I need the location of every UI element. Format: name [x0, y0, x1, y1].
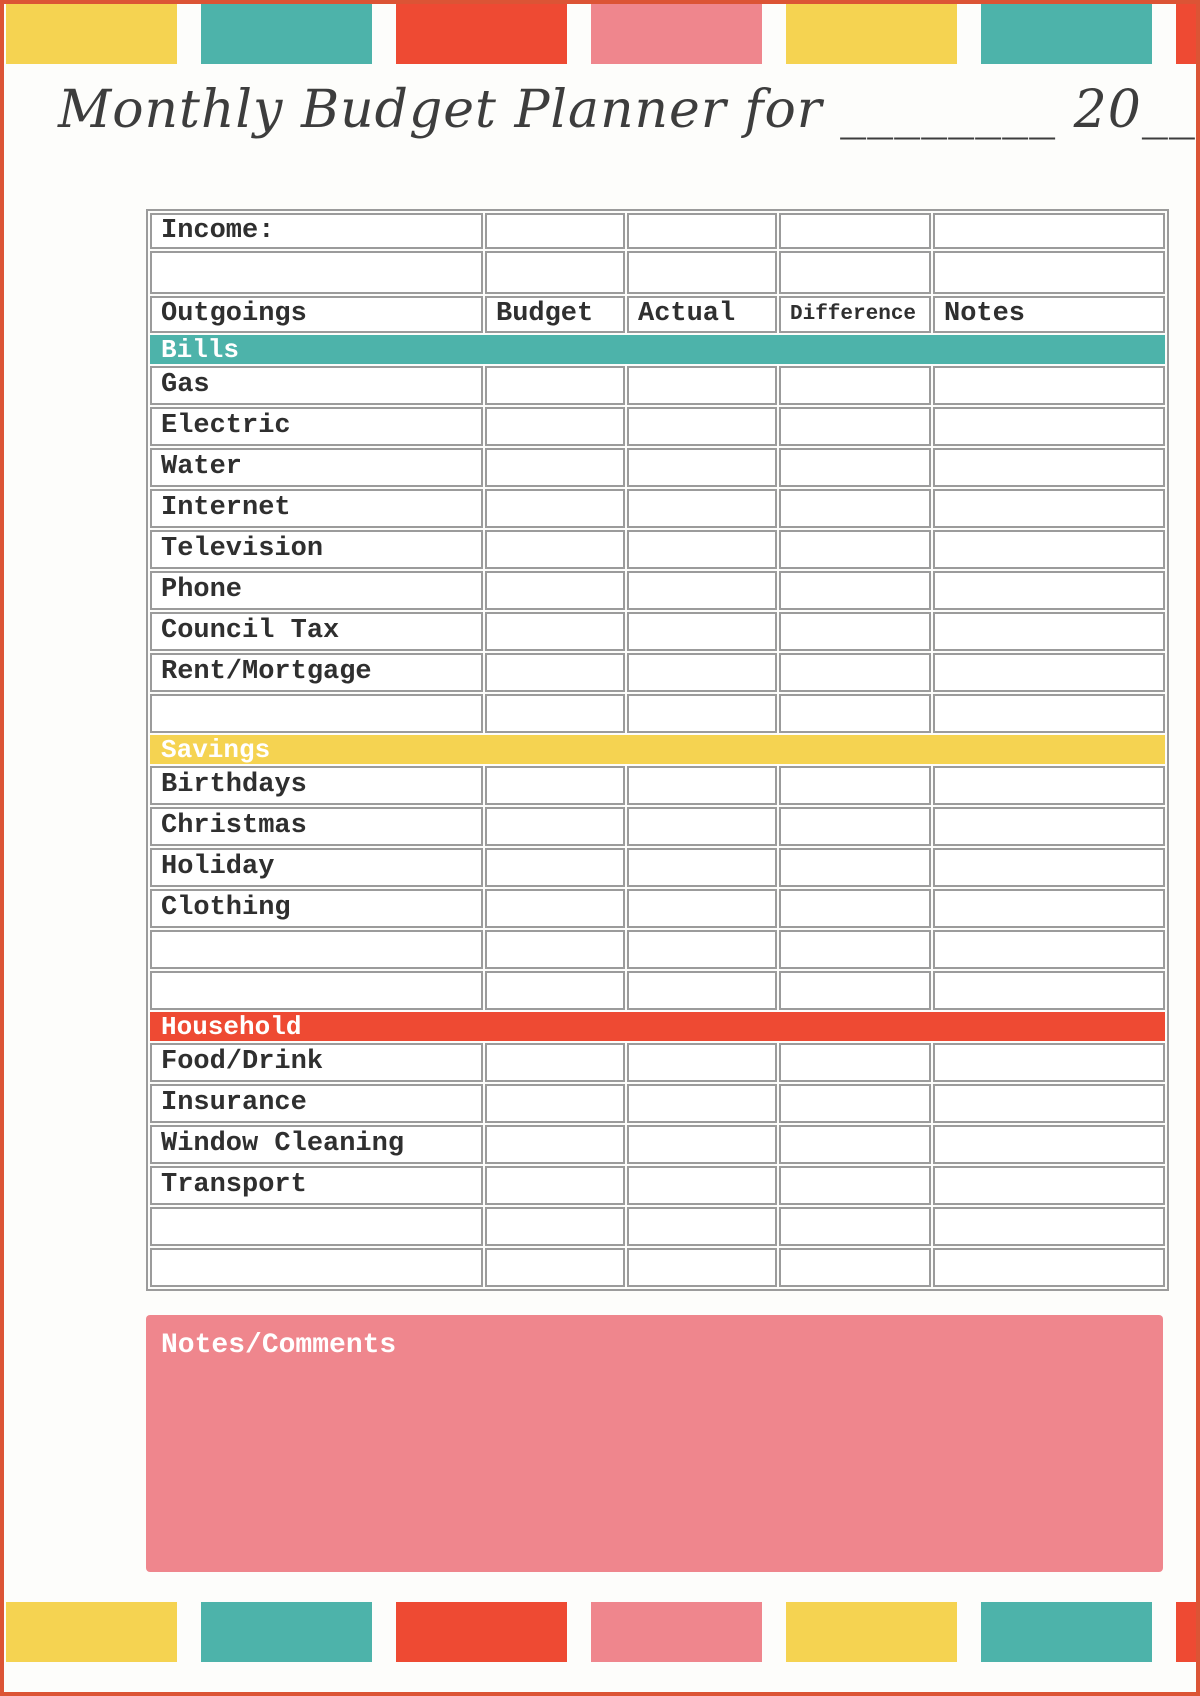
difference-input-cell[interactable]: [779, 407, 931, 446]
table-row: [150, 366, 1165, 405]
table-row: [150, 251, 1165, 294]
decor-block-red: [396, 4, 567, 64]
notes-input-cell[interactable]: [933, 653, 1165, 692]
table-row: [150, 1012, 1165, 1041]
column-header-budget: Budget: [485, 296, 625, 333]
outgoing-label-cell: Insurance: [150, 1084, 483, 1123]
decor-block-teal: [981, 1602, 1152, 1662]
outgoing-input-cell[interactable]: [150, 1207, 483, 1246]
outgoing-label-cell: Birthdays: [150, 766, 483, 805]
notes-input-cell[interactable]: [933, 530, 1165, 569]
outgoing-label-cell: Internet: [150, 489, 483, 528]
notes-input-cell[interactable]: [933, 407, 1165, 446]
actual-input-cell[interactable]: [627, 930, 777, 969]
budget-input-cell[interactable]: [485, 571, 625, 610]
outgoing-label-cell: Television: [150, 530, 483, 569]
notes-input-cell[interactable]: [933, 612, 1165, 651]
page-title: Monthly Budget Planner for ________ 20__: [58, 80, 1196, 140]
actual-input-cell[interactable]: [627, 653, 777, 692]
notes-comments-box[interactable]: [146, 1315, 1163, 1572]
budget-input-cell[interactable]: [485, 407, 625, 446]
actual-input-cell[interactable]: [627, 407, 777, 446]
difference-input-cell[interactable]: [779, 848, 931, 887]
difference-input-cell[interactable]: [779, 366, 931, 405]
difference-input-cell[interactable]: [779, 1084, 931, 1123]
outgoing-label-cell: Food/Drink: [150, 1043, 483, 1082]
actual-input-cell[interactable]: [627, 1084, 777, 1123]
difference-input-cell[interactable]: [779, 653, 931, 692]
table-row: [150, 1125, 1165, 1164]
budget-input-cell[interactable]: [485, 1125, 625, 1164]
outgoing-label-cell: Christmas: [150, 807, 483, 846]
difference-input-cell[interactable]: [779, 1166, 931, 1205]
actual-input-cell[interactable]: [627, 889, 777, 928]
section-bar-household: Household: [150, 1012, 1165, 1041]
outgoing-label-cell: Phone: [150, 571, 483, 610]
actual-input-cell[interactable]: [627, 1166, 777, 1205]
notes-input-cell[interactable]: [933, 251, 1165, 294]
table-row: [150, 1248, 1165, 1287]
notes-input-cell[interactable]: [933, 1043, 1165, 1082]
income-notes-input-cell[interactable]: [933, 213, 1165, 249]
budget-input-cell[interactable]: [485, 930, 625, 969]
decor-block-red: [1176, 4, 1200, 64]
actual-input-cell[interactable]: [627, 971, 777, 1010]
outgoing-input-cell[interactable]: [150, 251, 483, 294]
table-row: [150, 653, 1165, 692]
notes-input-cell[interactable]: [933, 571, 1165, 610]
budget-input-cell[interactable]: [485, 1166, 625, 1205]
table-row: [150, 807, 1165, 846]
outgoing-input-cell[interactable]: [150, 1248, 483, 1287]
difference-input-cell[interactable]: [779, 448, 931, 487]
budget-table: [146, 209, 1169, 1291]
actual-input-cell[interactable]: [627, 1125, 777, 1164]
income-label-cell: Income:: [150, 213, 483, 249]
actual-input-cell[interactable]: [627, 530, 777, 569]
notes-input-cell[interactable]: [933, 1248, 1165, 1287]
decor-block-red: [396, 1602, 567, 1662]
column-header-outgoings: Outgoings: [150, 296, 483, 333]
difference-input-cell[interactable]: [779, 251, 931, 294]
decor-block-yellow: [786, 1602, 957, 1662]
actual-input-cell[interactable]: [627, 694, 777, 733]
notes-input-cell[interactable]: [933, 848, 1165, 887]
budget-input-cell[interactable]: [485, 1248, 625, 1287]
notes-input-cell[interactable]: [933, 366, 1165, 405]
table-row: [150, 571, 1165, 610]
notes-input-cell[interactable]: [933, 889, 1165, 928]
budget-input-cell[interactable]: [485, 530, 625, 569]
outgoing-label-cell: Electric: [150, 407, 483, 446]
decor-block-teal: [201, 1602, 372, 1662]
table-row: [150, 1207, 1165, 1246]
table-row: [150, 930, 1165, 969]
decor-block-red: [1176, 1602, 1200, 1662]
difference-input-cell[interactable]: [779, 930, 931, 969]
income-budget-input-cell[interactable]: [485, 213, 625, 249]
difference-input-cell[interactable]: [779, 612, 931, 651]
budget-input-cell[interactable]: [485, 971, 625, 1010]
notes-input-cell[interactable]: [933, 930, 1165, 969]
actual-input-cell[interactable]: [627, 807, 777, 846]
table-row: [150, 1166, 1165, 1205]
budget-table-body: [150, 213, 1165, 1287]
decor-block-teal: [981, 4, 1152, 64]
difference-input-cell[interactable]: [779, 530, 931, 569]
difference-input-cell[interactable]: [779, 889, 931, 928]
table-row: [150, 766, 1165, 805]
outgoing-input-cell[interactable]: [150, 971, 483, 1010]
decor-block-yellow: [6, 1602, 177, 1662]
budget-input-cell[interactable]: [485, 448, 625, 487]
difference-input-cell[interactable]: [779, 766, 931, 805]
notes-comments-label: Notes/Comments: [161, 1330, 397, 1361]
actual-input-cell[interactable]: [627, 366, 777, 405]
budget-input-cell[interactable]: [485, 694, 625, 733]
outgoing-label-cell: Clothing: [150, 889, 483, 928]
budget-input-cell[interactable]: [485, 807, 625, 846]
difference-input-cell[interactable]: [779, 1248, 931, 1287]
budget-input-cell[interactable]: [485, 612, 625, 651]
table-row: [150, 889, 1165, 928]
top-color-strip: [6, 4, 1200, 64]
table-row: [150, 1084, 1165, 1123]
difference-input-cell[interactable]: [779, 571, 931, 610]
budget-input-cell[interactable]: [485, 766, 625, 805]
notes-input-cell[interactable]: [933, 1166, 1165, 1205]
outgoing-input-cell[interactable]: [150, 694, 483, 733]
difference-input-cell[interactable]: [779, 694, 931, 733]
income-actual-input-cell[interactable]: [627, 213, 777, 249]
actual-input-cell[interactable]: [627, 612, 777, 651]
actual-input-cell[interactable]: [627, 1043, 777, 1082]
difference-input-cell[interactable]: [779, 971, 931, 1010]
bottom-color-strip: [6, 1602, 1200, 1662]
table-row: [150, 612, 1165, 651]
table-row: [150, 407, 1165, 446]
table-row: [150, 1043, 1165, 1082]
table-row: [150, 735, 1165, 764]
difference-input-cell[interactable]: [779, 1125, 931, 1164]
budget-input-cell[interactable]: [485, 889, 625, 928]
outgoing-label-cell: Water: [150, 448, 483, 487]
budget-input-cell[interactable]: [485, 653, 625, 692]
notes-input-cell[interactable]: [933, 448, 1165, 487]
actual-input-cell[interactable]: [627, 571, 777, 610]
outgoing-label-cell: Gas: [150, 366, 483, 405]
actual-input-cell[interactable]: [627, 1248, 777, 1287]
income-difference-input-cell[interactable]: [779, 213, 931, 249]
difference-input-cell[interactable]: [779, 1207, 931, 1246]
table-row: [150, 848, 1165, 887]
budget-input-cell[interactable]: [485, 251, 625, 294]
notes-input-cell[interactable]: [933, 489, 1165, 528]
column-header-notes: Notes: [933, 296, 1165, 333]
table-row: [150, 694, 1165, 733]
column-header-actual: Actual: [627, 296, 777, 333]
budget-input-cell[interactable]: [485, 1043, 625, 1082]
outgoing-label-cell: Rent/Mortgage: [150, 653, 483, 692]
table-row: [150, 530, 1165, 569]
section-bar-bills: Bills: [150, 335, 1165, 364]
actual-input-cell[interactable]: [627, 1207, 777, 1246]
outgoing-label-cell: Holiday: [150, 848, 483, 887]
actual-input-cell[interactable]: [627, 489, 777, 528]
difference-input-cell[interactable]: [779, 1043, 931, 1082]
table-row: [150, 448, 1165, 487]
table-row: [150, 335, 1165, 364]
section-bar-savings: Savings: [150, 735, 1165, 764]
decor-block-yellow: [6, 4, 177, 64]
notes-input-cell[interactable]: [933, 807, 1165, 846]
notes-input-cell[interactable]: [933, 766, 1165, 805]
actual-input-cell[interactable]: [627, 848, 777, 887]
actual-input-cell[interactable]: [627, 448, 777, 487]
outgoing-label-cell: Council Tax: [150, 612, 483, 651]
notes-input-cell[interactable]: [933, 1207, 1165, 1246]
budget-input-cell[interactable]: [485, 489, 625, 528]
decor-block-salmon: [591, 4, 762, 64]
decor-block-salmon: [591, 1602, 762, 1662]
notes-input-cell[interactable]: [933, 694, 1165, 733]
decor-block-yellow: [786, 4, 957, 64]
table-row: [150, 971, 1165, 1010]
table-row: [150, 489, 1165, 528]
notes-input-cell[interactable]: [933, 1084, 1165, 1123]
actual-input-cell[interactable]: [627, 251, 777, 294]
notes-input-cell[interactable]: [933, 1125, 1165, 1164]
budget-input-cell[interactable]: [485, 366, 625, 405]
table-row: [150, 213, 1165, 249]
notes-input-cell[interactable]: [933, 971, 1165, 1010]
difference-input-cell[interactable]: [779, 807, 931, 846]
column-header-difference: Difference: [779, 296, 931, 333]
outgoing-input-cell[interactable]: [150, 930, 483, 969]
budget-input-cell[interactable]: [485, 1084, 625, 1123]
outgoing-label-cell: Window Cleaning: [150, 1125, 483, 1164]
difference-input-cell[interactable]: [779, 489, 931, 528]
outgoing-label-cell: Transport: [150, 1166, 483, 1205]
actual-input-cell[interactable]: [627, 766, 777, 805]
table-row: [150, 296, 1165, 333]
budget-input-cell[interactable]: [485, 848, 625, 887]
decor-block-teal: [201, 4, 372, 64]
budget-input-cell[interactable]: [485, 1207, 625, 1246]
